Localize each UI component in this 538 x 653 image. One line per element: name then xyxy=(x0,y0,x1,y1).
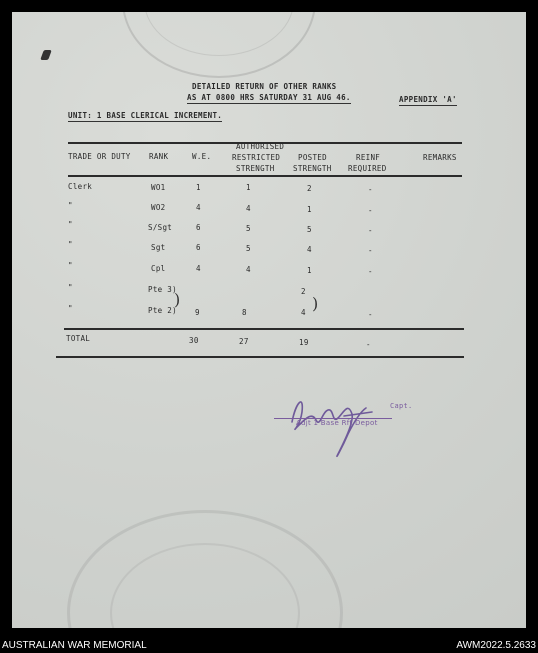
table-row-7-rank: Pte 2) xyxy=(148,306,177,315)
col-we-header: W.E. xyxy=(192,152,212,161)
col-reinf-header-2: REQUIRED xyxy=(348,164,387,173)
signature-rank: Capt. xyxy=(390,402,413,410)
table-row-5-rank: Cpl xyxy=(151,264,166,273)
total-label: TOTAL xyxy=(66,334,91,343)
table-row-4-rank: Sgt xyxy=(151,243,166,252)
unit-label: UNIT: 1 BASE CLERICAL INCREMENT. xyxy=(68,111,223,120)
table-row-5-trade: " xyxy=(68,261,73,270)
handwritten-signature xyxy=(282,382,392,472)
table-row-4-posted: 4 xyxy=(307,245,312,254)
table-row-5-posted: 1 xyxy=(307,266,312,275)
table-row-4-auth: 5 xyxy=(246,244,251,253)
col-rank-header: RANK xyxy=(149,152,169,161)
table-row-1-reinf: - xyxy=(368,185,373,194)
total-reinf: - xyxy=(366,340,371,349)
table-row-1-auth: 1 xyxy=(246,183,251,192)
header-bottom-rule xyxy=(68,175,462,177)
table-row-2-we: 4 xyxy=(196,203,201,212)
faded-stamp-top xyxy=(122,12,316,78)
table-row-3-auth: 5 xyxy=(246,224,251,233)
table-row-4-we: 6 xyxy=(196,243,201,252)
table-row-7-trade: " xyxy=(68,304,73,313)
faded-stamp-bottom xyxy=(67,510,343,628)
total-posted: 19 xyxy=(299,338,309,347)
footer-source: AUSTRALIAN WAR MEMORIAL xyxy=(2,640,147,651)
table-row-2-auth: 4 xyxy=(246,204,251,213)
table-row-7-reinf: - xyxy=(368,310,373,319)
table-row-3-rank: S/Sgt xyxy=(148,223,173,232)
document-page xyxy=(12,12,526,628)
table-row-4-trade: " xyxy=(68,240,73,249)
col-reinf-header-1: REINF xyxy=(356,153,381,162)
table-row-3-trade: " xyxy=(68,220,73,229)
brace-rank: ) xyxy=(174,290,181,309)
table-row-4-reinf: - xyxy=(368,246,373,255)
table-row-3-we: 6 xyxy=(196,223,201,232)
footer-reference: AWM2022.5.2633 xyxy=(456,640,536,651)
table-row-6-rank: Pte 3) xyxy=(148,285,177,294)
ink-mark xyxy=(40,50,52,60)
table-row-1-we: 1 xyxy=(196,183,201,192)
table-row-1-trade: Clerk xyxy=(68,182,93,191)
total-top-rule xyxy=(64,328,464,330)
table-row-2-rank: WO2 xyxy=(151,203,166,212)
col-auth-header-3: STRENGTH xyxy=(236,164,275,173)
col-trade-header: TRADE OR DUTY xyxy=(68,152,131,161)
table-row-1-rank: WO1 xyxy=(151,183,166,192)
signature-title: Adjt 1 Base Rft Depot xyxy=(296,419,378,427)
table-row-6-trade: " xyxy=(68,283,73,292)
table-row-7-we: 9 xyxy=(195,308,200,317)
col-auth-header-1: AUTHORISED xyxy=(236,142,285,151)
table-row-5-auth: 4 xyxy=(246,265,251,274)
total-bottom-rule xyxy=(56,356,464,358)
title-line-1: DETAILED RETURN OF OTHER RANKS xyxy=(192,82,337,91)
col-remarks-header: REMARKS xyxy=(423,153,457,162)
table-row-6-posted: 2 xyxy=(301,287,306,296)
title-line-2: AS AT 0800 HRS SATURDAY 31 AUG 46. xyxy=(187,93,351,102)
table-row-2-trade: " xyxy=(68,201,73,210)
table-row-2-reinf: - xyxy=(368,206,373,215)
total-auth: 27 xyxy=(239,337,249,346)
table-row-3-reinf: - xyxy=(368,226,373,235)
table-row-3-posted: 5 xyxy=(307,225,312,234)
col-posted-header-1: POSTED xyxy=(298,153,327,162)
brace-posted: ) xyxy=(312,294,319,313)
table-row-1-posted: 2 xyxy=(307,184,312,193)
appendix-label: APPENDIX 'A' xyxy=(399,95,457,104)
table-row-5-reinf: - xyxy=(368,267,373,276)
col-posted-header-2: STRENGTH xyxy=(293,164,332,173)
table-row-7-posted: 4 xyxy=(301,308,306,317)
col-auth-header-2: RESTRICTED xyxy=(232,153,281,162)
total-we: 30 xyxy=(189,336,199,345)
table-row-2-posted: 1 xyxy=(307,205,312,214)
table-row-5-we: 4 xyxy=(196,264,201,273)
table-row-7-auth: 8 xyxy=(242,308,247,317)
